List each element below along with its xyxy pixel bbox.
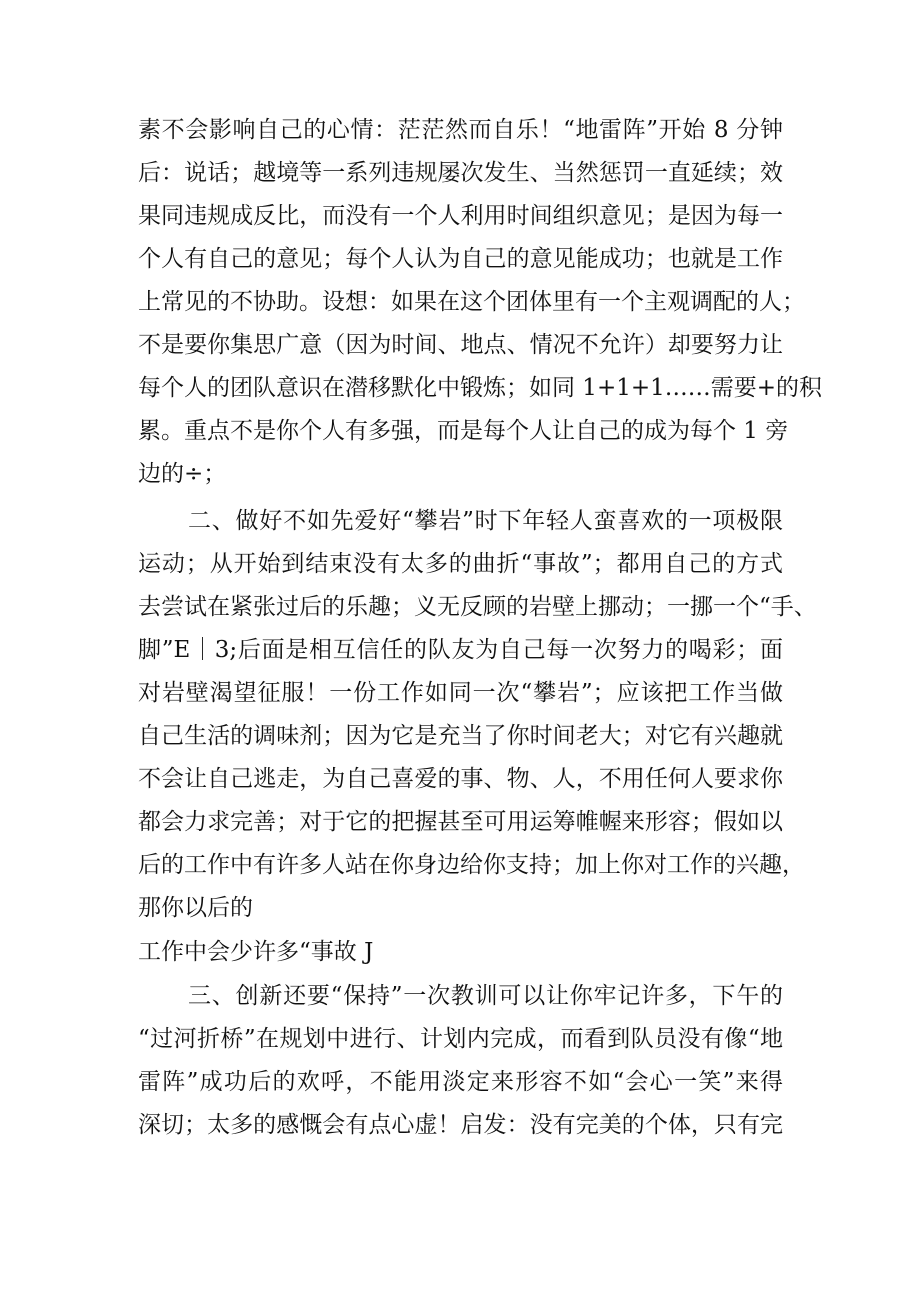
text-line: 后：说话；越境等一系列违规屡次发生、当然惩罚一直延续；效: [138, 160, 783, 186]
text-line: 不是要你集思广意（因为时间、地点、情况不允许）却要努力让: [138, 332, 783, 358]
text-line: 运动；从开始到结束没有太多的曲折“事故”；都用自己的方式: [138, 551, 783, 577]
text-line: 都会力求完善；对于它的把握甚至可用运筹帷幄来形容；假如以: [138, 809, 783, 835]
paragraph-heading-line: 二、做好不如先爱好“攀岩”时下年轻人蛮喜欢的一项极限: [188, 508, 783, 534]
text-line: 果同违规成反比，而没有一个人利用时间组织意见；是因为每一: [138, 203, 783, 229]
text-line: 上常见的不协助。设想：如果在这个团体里有一个主观调配的人；: [138, 289, 805, 315]
paragraph-heading-line: 三、创新还要“保持”一次教训可以让你牢记许多，下午的: [188, 983, 783, 1009]
text-line: 去尝试在紧张过后的乐趣；义无反顾的岩壁上挪动；一挪一个“手、: [138, 594, 817, 620]
text-line: 后的工作中有许多人站在你身边给你支持；加上你对工作的兴趣，: [138, 852, 805, 878]
text-line: 累。重点不是你个人有多强，而是每个人让自己的成为每个 1 旁: [138, 418, 789, 444]
text-line: 脚”E｜3;后面是相互信任的队友为自己每一次努力的喝彩；面: [138, 637, 783, 663]
text-line: 雷阵”成功后的欢呼，不能用淡定来形容不如“会心一笑”来得: [138, 1069, 783, 1095]
text-line: 个人有自己的意见；每个人认为自己的意见能成功；也就是工作: [138, 246, 783, 272]
text-line: 工作中会少许多“事故 J: [138, 939, 374, 965]
text-line: 边的÷；: [138, 461, 227, 487]
text-line: 每个人的团队意识在潜移默化中锻炼；如同 1+1+1……需要+的积: [138, 375, 823, 401]
text-line: 深切；太多的感慨会有点心虚！启发：没有完美的个体，只有完: [138, 1112, 783, 1138]
text-line: “过河折桥”在规划中进行、计划内完成，而看到队员没有像“地: [138, 1026, 783, 1052]
text-line: 那你以后的: [138, 895, 253, 921]
text-line: 素不会影响自己的心情：茫茫然而自乐！“地雷阵”开始 8 分钟: [138, 117, 783, 143]
text-line: 不会让自己逃走，为自己喜爱的事、物、人，不用任何人要求你: [138, 766, 783, 792]
text-line: 自己生活的调味剂；因为它是充当了你时间老大；对它有兴趣就: [138, 723, 783, 749]
text-line: 对岩壁渴望征服！一份工作如同一次“攀岩”；应该把工作当做: [138, 680, 783, 706]
